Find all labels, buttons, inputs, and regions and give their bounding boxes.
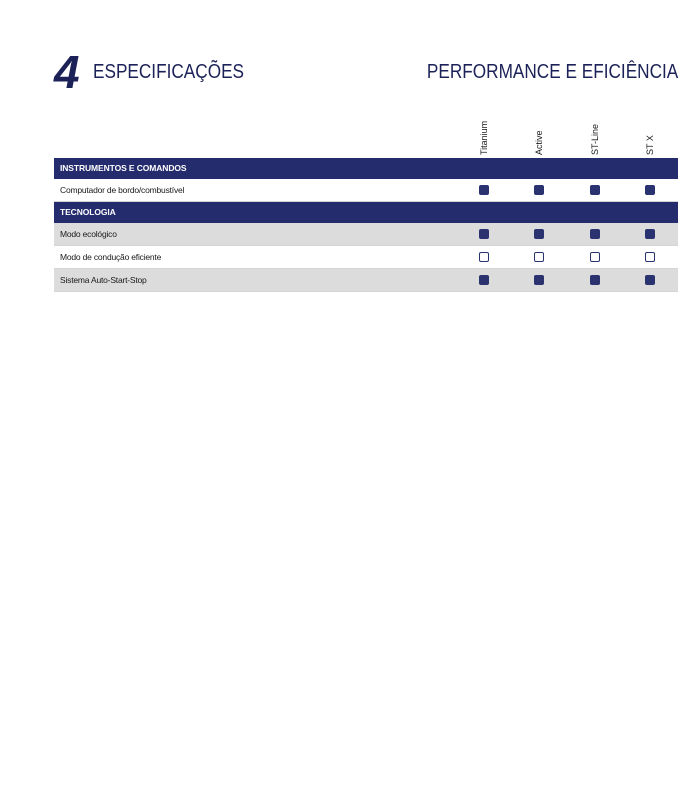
standard-mark-icon [590,229,600,239]
column-header-label: Titanium [479,120,489,155]
column-header-st-line [585,111,605,155]
standard-mark-icon [534,229,544,239]
feature-row [54,223,678,246]
standard-mark-icon [645,185,655,195]
optional-mark-icon [645,252,655,262]
standard-mark-icon [590,275,600,285]
standard-mark-icon [479,229,489,239]
feature-row [54,269,678,292]
standard-mark-icon [534,275,544,285]
standard-mark-icon [645,275,655,285]
standard-mark-icon [479,185,489,195]
feature-label: Modo de condução eficiente [60,252,162,262]
category-row-instrumentos-e-comandos: INSTRUMENTOS E COMANDOS [54,158,678,179]
column-header-label: ST-Line [590,123,600,155]
column-header-label: ST X [645,135,655,155]
standard-mark-icon [645,229,655,239]
feature-label: Computador de bordo/combustível [60,185,185,195]
column-header-st-x [640,111,660,155]
feature-row [54,246,678,269]
feature-label: Sistema Auto-Start-Stop [60,275,147,285]
chapter-title: ESPECIFICAÇÕES [93,61,245,83]
column-header-active [529,111,549,155]
feature-row [54,179,678,202]
standard-mark-icon [590,185,600,195]
page-header [54,46,678,98]
optional-mark-icon [479,252,489,262]
section-title: PERFORMANCE E EFICIÊNCIA [426,61,678,83]
chapter-number: 4 [54,46,79,98]
table-body [54,158,678,292]
standard-mark-icon [479,275,489,285]
optional-mark-icon [590,252,600,262]
category-row-tecnologia: TECNOLOGIA [54,202,678,223]
column-header-titanium [474,111,494,155]
spec-table [54,112,678,292]
optional-mark-icon [534,252,544,262]
standard-mark-icon [534,185,544,195]
column-header-row [54,112,678,158]
feature-label: Modo ecológico [60,229,117,239]
column-header-label: Active [534,130,544,155]
